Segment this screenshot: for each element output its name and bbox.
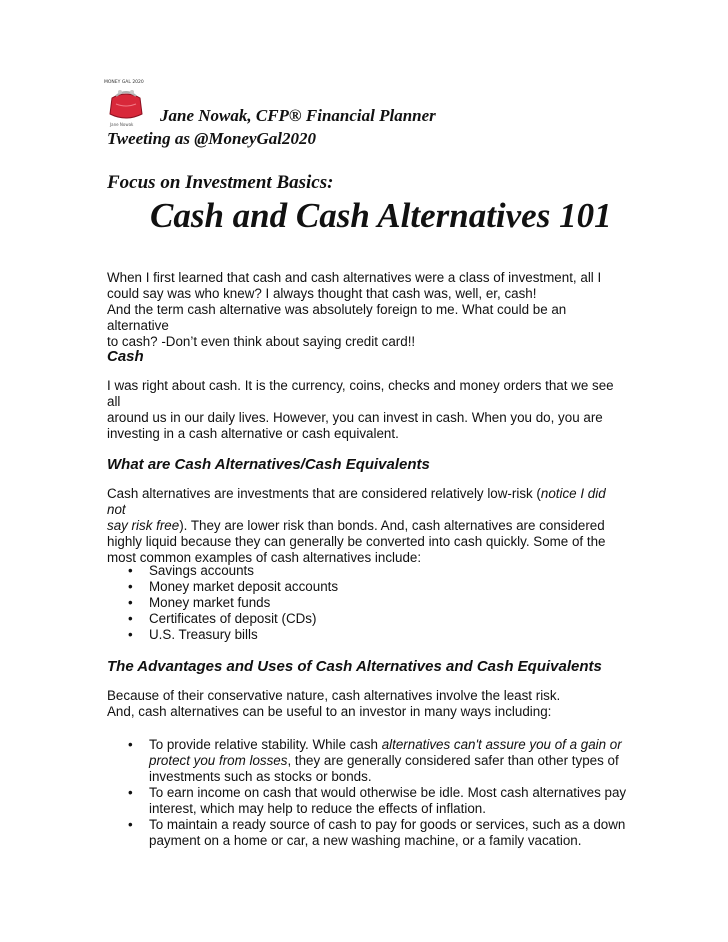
italic-note: say risk free [107, 518, 180, 533]
section-heading-advantages: The Advantages and Uses of Cash Alternatives and Cash Equivalents [107, 658, 602, 675]
paragraph-line: And, cash alternatives can be useful to an investor in many ways including: [107, 704, 552, 719]
series-label: Focus on Investment Basics: [107, 172, 334, 193]
list-item-text: Money market funds [149, 595, 271, 610]
advantages-paragraph [107, 688, 627, 720]
paragraph-line [107, 486, 627, 518]
list-item [107, 611, 338, 627]
cash-alternatives-paragraph [107, 486, 627, 566]
paragraph-line: Because of their conservative nature, cash alternatives involve the least risk. [107, 688, 561, 703]
section-heading-cash: Cash [107, 348, 144, 365]
list-item [107, 627, 338, 643]
cash-line: investing in a cash alternative or cash equivalent. [107, 426, 399, 441]
bullet-icon: • [128, 595, 133, 610]
paragraph-line [107, 518, 627, 534]
cash-line: around us in our daily lives. However, you can invest in cash. When you do, you are [107, 410, 603, 425]
list-item-line: To earn income on cash that would otherwise be idle. Most cash alternatives pay [149, 785, 627, 800]
list-item-text: Savings accounts [149, 563, 254, 578]
intro-line: And the term cash alternative was absolutely foreign to me. What could be an alternative [107, 302, 567, 333]
italic-note: protect you from losses [149, 753, 288, 768]
uses-list [107, 737, 627, 849]
examples-list [107, 563, 338, 643]
intro-line: could say was who knew? I always thought that cash was, well, er, cash! [107, 286, 537, 301]
text-run: , they are generally considered safer than other types of [287, 753, 619, 768]
list-item [107, 563, 338, 579]
list-item-text: Money market deposit accounts [149, 579, 339, 594]
cash-line: I was right about cash. It is the currency, coins, checks and money orders that we see all [107, 378, 614, 409]
list-item-line: To maintain a ready source of cash to pay for goods or services, such as a down [149, 817, 626, 832]
bullet-icon: • [128, 817, 133, 832]
bullet-icon: • [128, 627, 133, 642]
list-item-line [149, 753, 627, 769]
intro-line: When I first learned that cash and cash alternatives were a class of investment, all I [107, 270, 602, 285]
bullet-icon: • [128, 737, 133, 752]
list-item [107, 817, 627, 849]
intro-paragraph [107, 270, 627, 350]
list-item [107, 595, 338, 611]
cash-paragraph [107, 378, 627, 442]
author-line: Jane Nowak, CFP® Financial Planner [160, 106, 436, 125]
bullet-icon: • [128, 579, 133, 594]
money-gal-logo [104, 80, 156, 130]
intro-line: to cash? -Don’t even think about saying credit card!! [107, 334, 416, 349]
italic-note: alternatives can't assure you of a gain or [381, 737, 622, 752]
bullet-icon: • [128, 563, 133, 578]
coin-purse-icon [106, 86, 146, 122]
list-item-text: Certificates of deposit (CDs) [149, 611, 317, 626]
list-item-text: U.S. Treasury bills [149, 627, 258, 642]
logo-caption: Jane Nowak [110, 122, 134, 127]
text-run: To provide relative stability. While cash [149, 737, 382, 752]
list-item-line: interest, which may help to reduce the effects of inflation. [149, 801, 486, 816]
list-item [107, 579, 338, 595]
list-item [107, 785, 627, 817]
section-heading-cash-alternatives: What are Cash Alternatives/Cash Equivalents [107, 456, 430, 473]
page-title: Cash and Cash Alternatives 101 [150, 196, 612, 235]
bullet-icon: • [128, 611, 133, 626]
text-run: ). They are lower risk than bonds. And, cash alternatives are considered [179, 518, 605, 533]
list-item-line [149, 737, 627, 753]
paragraph-line: highly liquid because they can generally be converted into cash quickly. Some of the [107, 534, 606, 549]
text-run: Cash alternatives are investments that are considered relatively low-risk ( [107, 486, 541, 501]
list-item [107, 737, 627, 785]
logo-title: MONEY GAL 2020 [104, 80, 144, 85]
list-item-line: investments such as stocks or bonds. [149, 769, 372, 784]
bullet-icon: • [128, 785, 133, 800]
twitter-handle: Tweeting as @MoneyGal2020 [107, 129, 317, 148]
paragraph-line: most common examples of cash alternatives include: [107, 550, 422, 565]
list-item-line: payment on a home or car, a new washing machine, or a family vacation. [149, 833, 582, 848]
italic-note: notice I did not [107, 486, 606, 517]
